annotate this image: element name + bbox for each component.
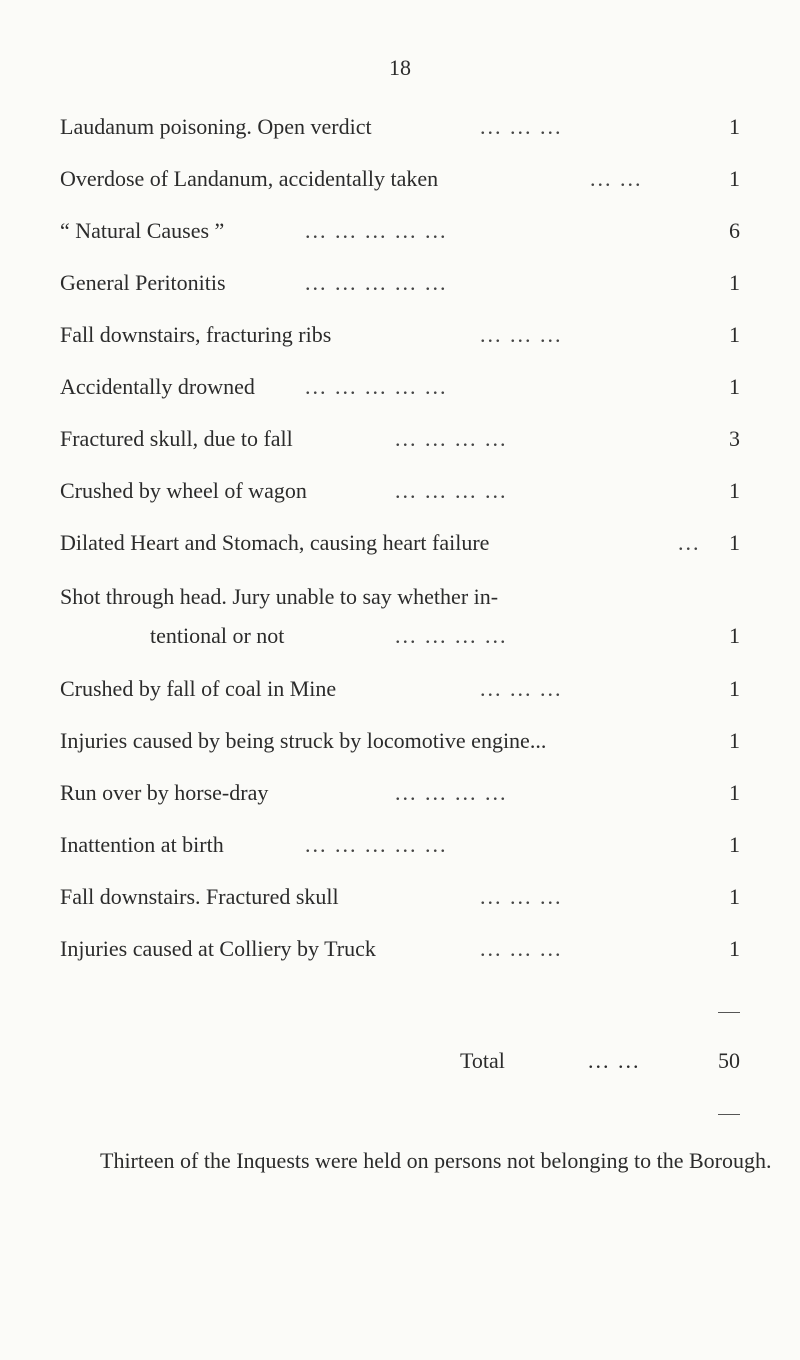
footnote: Thirteen of the Inquests were held on persons not belonging to the Borough.: [100, 1148, 772, 1173]
case-count: 1: [729, 322, 740, 347]
leader-dots: ... ... ... ...: [395, 780, 508, 805]
leader-dots: ... ...: [588, 1048, 641, 1073]
table-row: [60, 674, 740, 704]
case-count: 1: [729, 832, 740, 857]
divider: [718, 1012, 740, 1013]
cause-label: Fall downstairs. Fractured skull: [60, 884, 339, 909]
case-count: 1: [729, 478, 740, 503]
case-count: 1: [729, 270, 740, 295]
leader-dots: ... ... ...: [480, 884, 563, 909]
case-count: 1: [729, 884, 740, 909]
leader-dots: ... ... ...: [480, 114, 563, 139]
table-row: [60, 268, 740, 298]
table-row-wrapped-line1: Shot through head. Jury unable to say whether in-: [60, 584, 499, 609]
leader-dots: ... ... ... ... ...: [305, 374, 448, 399]
leader-dots: ... ... ... ... ...: [305, 832, 448, 857]
cause-label: General Peritonitis: [60, 270, 226, 295]
leader-dots: ... ... ... ...: [395, 426, 508, 451]
case-count: 1: [729, 530, 740, 555]
cause-label: Dilated Heart and Stomach, causing heart failure: [60, 530, 490, 555]
table-row: [60, 778, 740, 808]
table-row: [60, 528, 740, 558]
table-row: [60, 424, 740, 454]
cause-label: Crushed by fall of coal in Mine: [60, 676, 337, 701]
leader-dots: ... ... ... ... ...: [305, 218, 448, 243]
table-row: [60, 934, 740, 964]
cause-label: Crushed by wheel of wagon: [60, 478, 307, 503]
table-row: [60, 216, 740, 246]
divider: [718, 1114, 740, 1115]
cause-label: Injuries caused at Colliery by Truck: [60, 936, 376, 961]
cause-label: Accidentally drowned: [60, 374, 255, 399]
cause-label: Fall downstairs, fracturing ribs: [60, 322, 332, 347]
leader-dots: ... ... ... ...: [395, 478, 508, 503]
table-row: [60, 830, 740, 860]
case-count: 1: [729, 114, 740, 139]
cause-label: “ Natural Causes ”: [60, 218, 225, 243]
cause-label: Laudanum poisoning. Open verdict: [60, 114, 372, 139]
leader-dots: ... ... ...: [480, 676, 563, 701]
leader-dots: ... ... ...: [480, 936, 563, 961]
table-row: [60, 372, 740, 402]
case-count: 1: [729, 374, 740, 399]
case-count: 1: [729, 728, 740, 753]
case-count: 3: [729, 426, 740, 451]
table-row: [60, 320, 740, 350]
case-count: 1: [729, 676, 740, 701]
leader-dots: ... ... ... ...: [395, 623, 508, 648]
cause-label: Overdose of Landanum, accidentally taken: [60, 166, 439, 191]
total-count: 50: [718, 1048, 740, 1073]
cause-label: tentional or not: [150, 623, 285, 648]
leader-dots: ...: [678, 530, 701, 555]
leader-dots: ... ... ... ... ...: [305, 270, 448, 295]
case-count: 1: [729, 166, 740, 191]
cause-label: Fractured skull, due to fall: [60, 426, 293, 451]
total-row: [60, 1046, 740, 1076]
page-number: 18: [389, 55, 411, 80]
case-count: 1: [729, 780, 740, 805]
case-count: 1: [729, 936, 740, 961]
table-row: [60, 476, 740, 506]
leader-dots: ... ... ...: [480, 322, 563, 347]
cause-label: Injuries caused by being struck by locomotive engine...: [60, 728, 547, 753]
leader-dots: ... ...: [590, 166, 643, 191]
case-count: 6: [729, 218, 740, 243]
table-row: [60, 726, 740, 756]
case-count: 1: [729, 623, 740, 648]
cause-label: Run over by horse-dray: [60, 780, 269, 805]
table-row: [60, 882, 740, 912]
table-row: [60, 621, 740, 651]
total-label: Total: [460, 1048, 505, 1073]
cause-label: Inattention at birth: [60, 832, 224, 857]
table-row: [60, 164, 740, 194]
table-row: [60, 112, 740, 142]
